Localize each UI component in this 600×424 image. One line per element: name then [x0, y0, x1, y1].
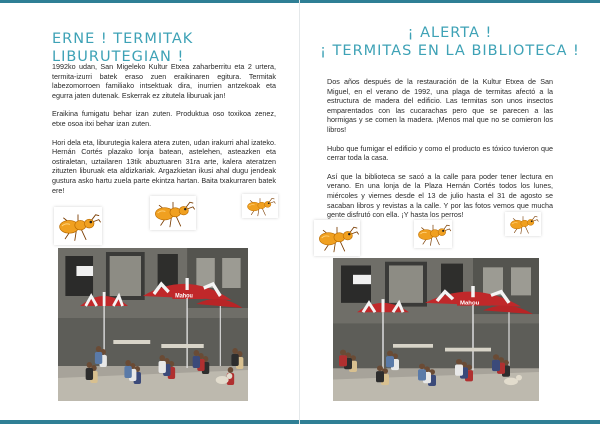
right-body [327, 77, 553, 229]
termite-icon [54, 207, 102, 245]
svg-text:Mahou: Mahou [460, 300, 480, 307]
right-page [300, 0, 600, 424]
left-body [52, 62, 276, 204]
left-title-line: ERNE ! TERMITAK LIBURUTEGIAN ! [52, 31, 194, 65]
right-paragraph-3: Así que la biblioteca se sacó a la calle para poder tener lectura en verano. En una lonja de la Plaza Hernán Cortés todos los lunes, miércoles y viernes desde el 13 de julio hasta el 31 de agosto se sacaban libros y revistas a la calle. Y por las fotos vemos que mucha gente disfrutó con ella. ¡Y hasta los perros! [327, 171, 553, 220]
termite-icon [505, 212, 541, 236]
left-paragraph-3: Hori dela eta, liburutegia kalera atera zuten, udan irakurri ahal izateko. Hernán Cortés plazako lonja batean, astelehen, asteazken eta ostiraletan, uztailaren 13tik abuztuaren 31ra arte, kalera ateratzen zituzten liburuak eta aldizkariak. Argazkietan ikusi ahal dugu jendeak gustura asko hartu zuela parte ekintza hartan. Baita txakurraren batek ere! [52, 137, 276, 195]
termite-icon [414, 220, 452, 248]
right-title [320, 24, 580, 60]
right-title-line-1: ¡ ALERTA ! [407, 25, 493, 41]
left-title [52, 30, 292, 66]
termite-icon [314, 220, 360, 256]
termite-icon [242, 194, 278, 218]
left-paragraph-2: Eraikina fumigatu behar izan zuten. Produktua oso toxikoa zenez, etxe osoa itxi behar izan zuten. [52, 109, 276, 128]
left-page [0, 0, 299, 424]
termite-icon [150, 196, 196, 230]
street-library-photo [333, 258, 539, 401]
svg-text:Mahou: Mahou [175, 293, 193, 300]
left-paragraph-1: 1992ko udan, San Migeleko Kultur Etxea zaharberritu eta 2 urtera, termita-izurri batek eraso zuen eraikinaren egitura. Termitak labezomorroen familiako intsektuak dira, inurrien antzekoak eta egurra jaten dutenak. Eskerrak ez zitutela liburuak jan! [52, 62, 276, 100]
right-title-line-2: ¡ TERMITAS EN LA BIBLIOTECA ! [320, 43, 580, 59]
right-paragraph-2: Hubo que fumigar el edificio y como el producto es tóxico tuvieron que cerrar toda la casa. [327, 143, 553, 163]
street-library-photo [58, 248, 248, 401]
right-paragraph-1: Dos años después de la restauración de la Kultur Etxea de San Miguel, en el verano de 1992, una plaga de termitas afectó a la estructura de madera del edificio. Las termitas son unos insectos emparentados con las cucarachas pero que se parecen a las hormigas y se comen la madera. ¡Menos mal que no se comieron los libros! [327, 77, 553, 134]
